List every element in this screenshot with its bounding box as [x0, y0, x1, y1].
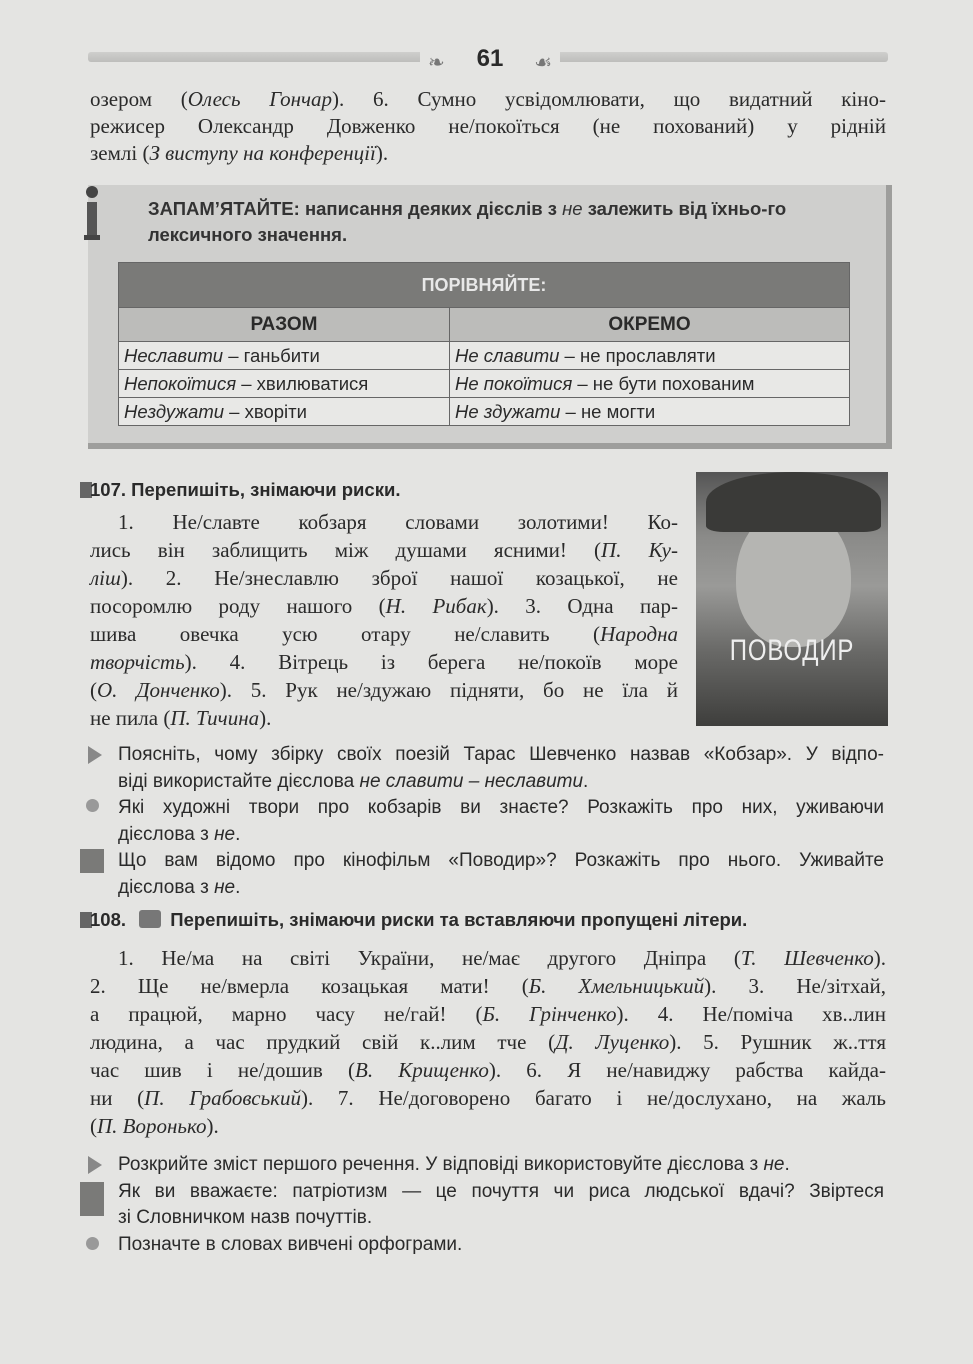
line-text: ). 4. Не/поміча хв..лин [616, 1002, 886, 1026]
line-text: час шив і не/дошив ( [90, 1058, 355, 1082]
citation-text: П. Тичина [170, 706, 260, 730]
citation-text: Т. Шевченко [740, 946, 874, 970]
table-row [119, 398, 850, 426]
table-row [119, 342, 850, 370]
line-text: . [235, 876, 241, 898]
line-text: дієслова з [118, 876, 215, 898]
line-text: посоромлю роду нашого ( [90, 594, 386, 618]
text-line [118, 1179, 884, 1206]
citation-text: П. Воронько [97, 1114, 207, 1138]
line-text: 1. Не/ма на світі України, не/має другого Дніпра ( [118, 946, 741, 970]
verb-meaning: – не бути похованим [572, 372, 755, 394]
verb-term: Неславити [124, 344, 224, 366]
line-text: а працюй, марно часу не/гай! ( [90, 1002, 483, 1026]
line-text: ). 6. Сумно усвідомлювати, що видатний кіно- [332, 87, 886, 111]
exercise-108-tasks [118, 1152, 884, 1258]
text-line [118, 1152, 884, 1179]
table-row [119, 370, 850, 398]
citation-text: Н. Рибак [385, 594, 487, 618]
citation-text: Народна [600, 622, 678, 646]
exercise-107-heading: 107. Перепишіть, знімаючи риски. [90, 479, 401, 500]
line-text: ). 2. Не/знеславлю зброї нашої козацької, не [120, 566, 678, 590]
text-line [90, 86, 886, 113]
line-text: зі Словничком назв почуттів. [118, 1207, 373, 1229]
text-line [118, 1232, 884, 1259]
citation-text: Б. Грінченко [482, 1002, 617, 1026]
text-line [90, 536, 678, 564]
remember-note: ЗАПАМ’ЯТАЙТЕ: написання деяких дієслів з не залежить від їхньо-го лексичного значення. [148, 198, 787, 245]
line-text: Поясніть, чому збірку своїх поезій Тарас Шевченко назвав «Кобзар». У відпо- [118, 744, 884, 765]
film-icon [80, 849, 104, 873]
verb-meaning: – не прославляти [559, 344, 716, 366]
citation-text: Д. Луценко [555, 1030, 670, 1054]
citation-text: не [214, 823, 236, 845]
column-header-separate: ОКРЕМО [450, 308, 850, 342]
line-text: ( [90, 678, 97, 702]
line-text: . [235, 823, 241, 845]
compare-table-title: ПОРІВНЯЙТЕ: [119, 263, 850, 308]
line-text: режисер Олександр Довженко не/покоїться (не похований) у рідній [90, 114, 886, 138]
citation-text: творчість [90, 650, 185, 674]
line-text: ). 6. Я не/навиджу рабства кайда- [488, 1058, 886, 1082]
line-text: 1. Не/славте кобзаря словами золотими! Ко- [118, 510, 678, 534]
text-line [118, 848, 884, 875]
bullet-icon [86, 1237, 99, 1250]
line-text: ). 5. Рушник ж..ття [669, 1030, 886, 1054]
verb-term: Нездужати [124, 400, 225, 422]
line-text: ( [90, 1114, 97, 1138]
citation-text: не [763, 1154, 785, 1175]
line-text: озером ( [90, 87, 188, 111]
table-cell [119, 370, 450, 398]
verb-meaning: – ганьбити [223, 344, 320, 366]
text-line [90, 944, 886, 972]
line-text: шива овечка усю отару не/славить ( [90, 622, 601, 646]
line-text: 2. Ще не/вмерла козацькая мати! ( [90, 974, 529, 998]
text-line [118, 795, 884, 822]
citation-text: П. Грабовський [144, 1086, 301, 1110]
table-cell [450, 370, 850, 398]
line-text: не пила ( [90, 706, 171, 730]
table-cell [450, 342, 850, 370]
text-line [90, 1056, 886, 1084]
table-cell [450, 398, 850, 426]
citation-text: Б. Хмельницький [528, 974, 705, 998]
text-line [118, 742, 884, 769]
speak-arrow-icon [88, 1156, 102, 1174]
text-line [90, 592, 678, 620]
line-text: . [784, 1154, 790, 1175]
line-text: Що вам відомо про кінофільм «Поводир»? Розкажіть про нього. Уживайте [118, 850, 884, 872]
text-line [90, 1084, 886, 1112]
speak-arrow-icon [88, 746, 102, 764]
info-i-icon [82, 185, 102, 241]
compare-table [118, 262, 850, 426]
verb-term: Не покоїтися [455, 372, 573, 394]
text-line [90, 113, 886, 140]
text-line [90, 620, 678, 648]
text-line [90, 508, 678, 536]
table-cell [119, 342, 450, 370]
text-line [118, 769, 884, 796]
exercise-107-text [90, 508, 678, 732]
text-line [118, 875, 884, 902]
text-line [90, 140, 886, 167]
line-text: ни ( [90, 1086, 145, 1110]
verb-meaning: – хвилюватися [236, 372, 369, 394]
line-text: Які художні твори про кобзарів ви знаєте? Розкажіть про них, уживаючи [118, 797, 884, 819]
text-line [90, 564, 678, 592]
citation-text: не славити – неславити [359, 770, 584, 792]
line-text: ). [206, 1114, 219, 1138]
line-text: Позначте в словах вивчені орфограми. [118, 1233, 463, 1255]
verb-meaning: – не могти [560, 400, 656, 422]
remember-label: ЗАПАМ’ЯТАЙТЕ: [148, 198, 300, 219]
line-text: дієслова з [118, 823, 215, 845]
verb-meaning: – хворіти [224, 400, 307, 422]
text-line [90, 972, 886, 1000]
line-text: людина, а час прудкий свій к..лим тче ( [90, 1030, 556, 1054]
ornament-left-icon: ❧ [428, 52, 445, 74]
text-line [90, 648, 678, 676]
citation-text: ліш [90, 566, 121, 590]
line-text: ). [375, 141, 389, 165]
verb-term: Непокоїтися [124, 372, 237, 394]
line-text: віді використайте дієслова [118, 770, 360, 792]
line-text: ). 4. Вітрець із берега не/покоїв море [184, 650, 678, 674]
line-text: Як ви вважаєте: патріотизм — це почуття чи риса людської вдачі? Звіртеся [118, 1180, 884, 1202]
intro-paragraph [90, 86, 886, 167]
citation-text: З виступу на конференції [149, 141, 376, 165]
text-line [90, 704, 678, 732]
writing-hand-icon [139, 910, 161, 928]
citation-text: Олесь Гончар [187, 87, 333, 111]
verb-term: Не славити [455, 344, 560, 366]
dictionary-icon [80, 1182, 104, 1216]
table-cell [119, 398, 450, 426]
line-text: ). 7. Не/договорено багато і не/дослухано, на жаль [300, 1086, 886, 1110]
text-line [90, 1000, 886, 1028]
exercise-107-tasks [118, 742, 884, 902]
poster-title: ПОВОДИР [729, 634, 855, 667]
text-line [90, 1028, 886, 1056]
exercise-108-heading: 108. Перепишіть, знімаючи риски та вставляючи пропущені літери. [90, 909, 748, 930]
citation-text: не [214, 876, 236, 898]
ornament-right-icon: ☙ [534, 52, 552, 74]
text-line [118, 822, 884, 849]
line-text: Розкрийте зміст першого речення. У відповіді використовуйте дієслова з [118, 1154, 764, 1175]
text-line [90, 676, 678, 704]
line-text: ). 3. Не/зітхай, [704, 974, 886, 998]
citation-text: О. Донченко [97, 678, 220, 702]
citation-text: П. Ку- [601, 538, 678, 562]
text-line [118, 1205, 884, 1232]
line-text: ). 5. Рук не/здужаю підняти, бо не їла й [219, 678, 678, 702]
line-text: ). [259, 706, 272, 730]
line-text: ). 3. Одна пар- [486, 594, 678, 618]
text-line [90, 1112, 886, 1140]
exercise-108-text [90, 944, 886, 1140]
line-text: . [583, 770, 589, 792]
citation-text: В. Крищенко [355, 1058, 489, 1082]
line-text: лись він заблищить між душами ясними! ( [90, 538, 602, 562]
verb-term: Не здужати [455, 400, 561, 422]
page-number: ❧ 61 ☙ [420, 44, 560, 74]
line-text: землі ( [90, 141, 150, 165]
column-header-together: РАЗОМ [119, 308, 450, 342]
bullet-icon [86, 799, 99, 812]
film-poster-image [696, 472, 888, 726]
line-text: ). [873, 946, 886, 970]
